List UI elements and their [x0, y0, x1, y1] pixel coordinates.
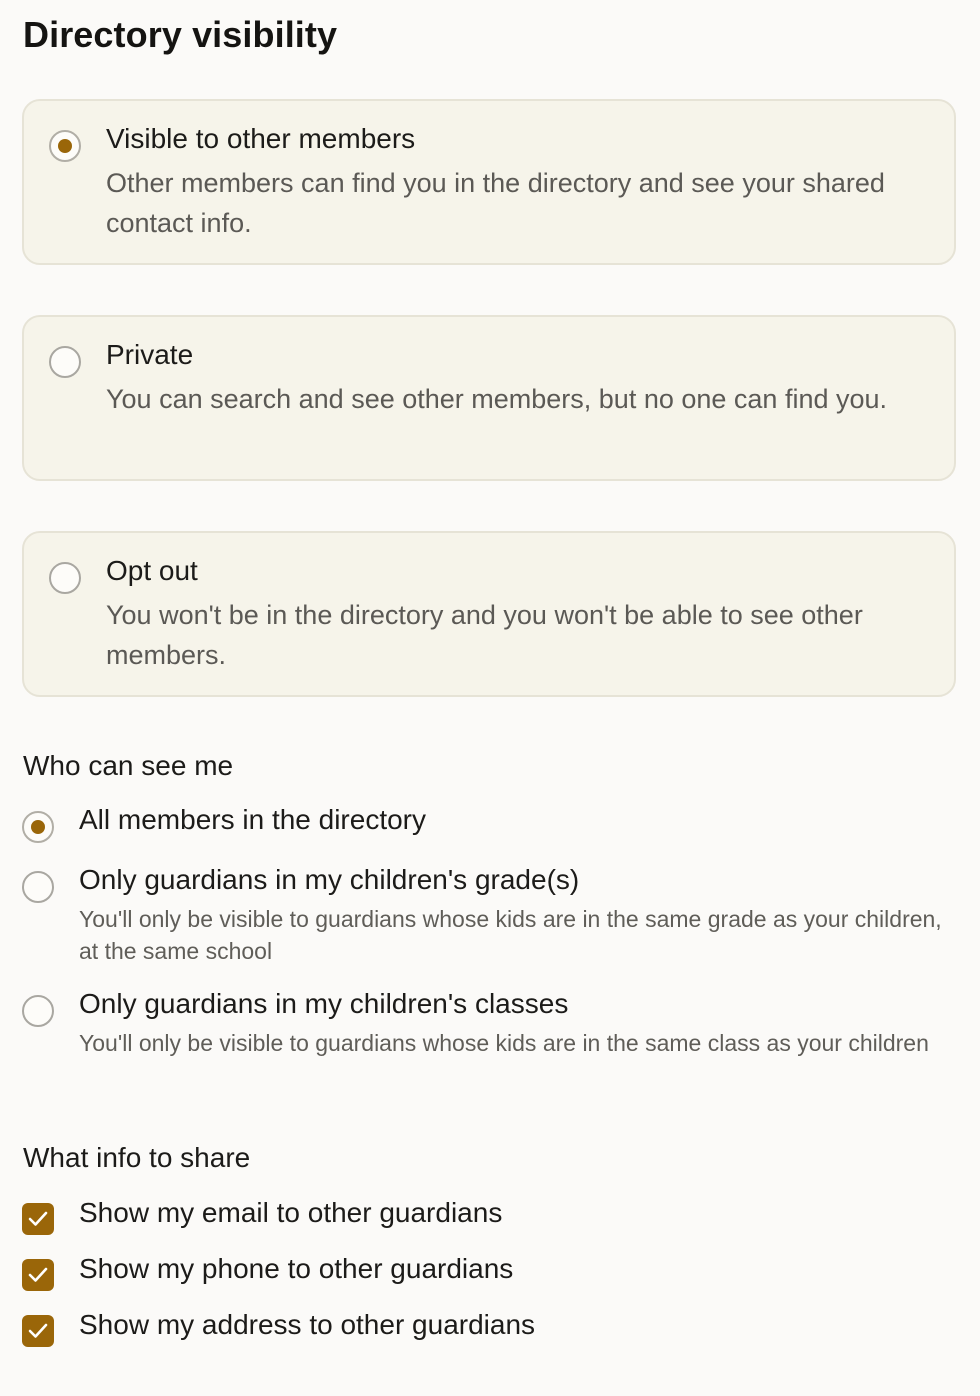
audience-option-hint: You'll only be visible to guardians whose kids are in the same grade as your children, at the same school	[79, 906, 942, 964]
visibility-option-opt-out[interactable]	[22, 531, 956, 697]
radio-visible[interactable]	[49, 130, 81, 162]
audience-option-classes[interactable]	[22, 988, 952, 1091]
radio-opt-out[interactable]	[49, 562, 81, 594]
share-email-label: Show my email to other guardians	[79, 1197, 503, 1228]
checkmark-icon	[28, 1210, 48, 1228]
checkmark-icon	[28, 1322, 48, 1340]
audience-option-all-members[interactable]	[22, 804, 952, 845]
share-phone-label: Show my phone to other guardians	[79, 1253, 514, 1284]
visibility-option-description: You won't be in the directory and you won't be able to see other members.	[106, 600, 863, 670]
visibility-option-description: You can search and see other members, but no one can find you.	[106, 384, 888, 414]
visibility-option-visible[interactable]	[22, 99, 956, 265]
share-email-checkbox[interactable]	[22, 1203, 54, 1235]
radio-grade[interactable]	[22, 871, 54, 903]
audience-option-label: Only guardians in my children's grade(s)	[79, 864, 580, 895]
audience-option-grade[interactable]	[22, 864, 952, 967]
visibility-option-title: Visible to other members	[106, 123, 416, 154]
share-address-option[interactable]	[22, 1309, 722, 1349]
audience-option-hint: You'll only be visible to guardians whose kids are in the same class as your children	[79, 1030, 929, 1056]
visibility-option-description: Other members can find you in the directory and see your shared contact info.	[106, 168, 885, 238]
radio-classes[interactable]	[22, 995, 54, 1027]
visibility-option-title: Private	[106, 339, 194, 370]
share-email-option[interactable]	[22, 1197, 722, 1237]
audience-option-label: All members in the directory	[79, 804, 427, 835]
checkmark-icon	[28, 1266, 48, 1284]
who-can-see-heading: Who can see me	[23, 750, 234, 781]
share-info-heading: What info to share	[23, 1142, 251, 1173]
visibility-option-private[interactable]	[22, 315, 956, 481]
page-title: Directory visibility	[23, 14, 338, 55]
share-address-checkbox[interactable]	[22, 1315, 54, 1347]
share-address-label: Show my address to other guardians	[79, 1309, 536, 1340]
audience-option-label: Only guardians in my children's classes	[79, 988, 569, 1019]
share-phone-option[interactable]	[22, 1253, 722, 1293]
visibility-option-title: Opt out	[106, 555, 198, 586]
share-phone-checkbox[interactable]	[22, 1259, 54, 1291]
radio-all-members[interactable]	[22, 811, 54, 843]
radio-private[interactable]	[49, 346, 81, 378]
